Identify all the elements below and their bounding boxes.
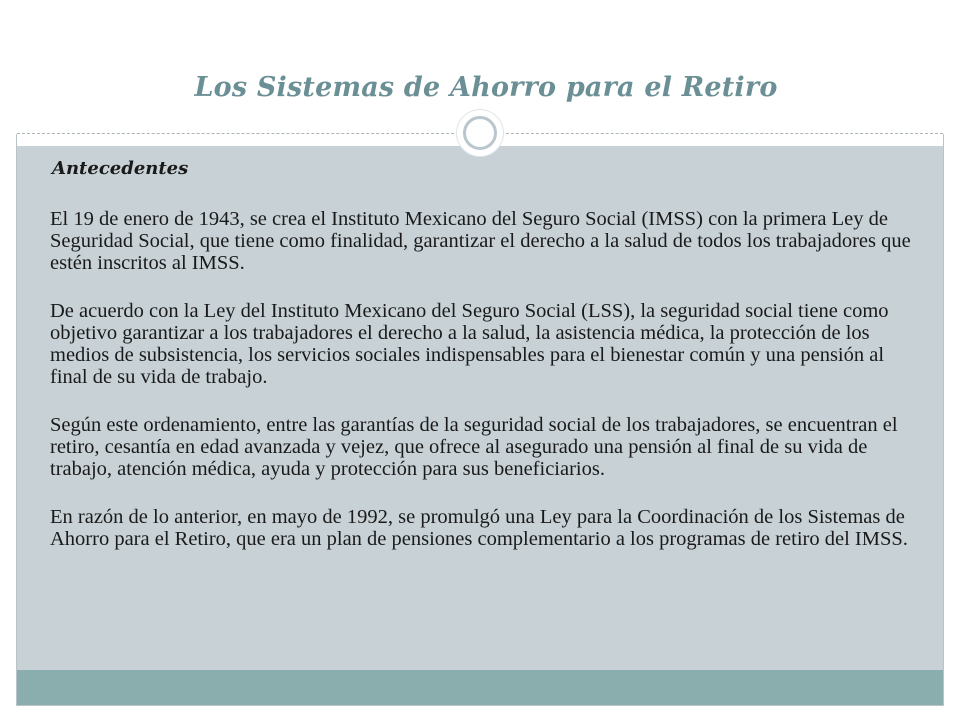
paragraph-imss-founding: El 19 de enero de 1943, se crea el Instituto Mexicano del Seguro Social (IMSS) con la primera Ley de Seguridad Social, que tiene como finalidad, garantizar el derecho a la salud de todos los trabajadores que estén inscritos al IMSS. — [50, 208, 911, 274]
footer-band — [17, 670, 943, 705]
slide-body — [50, 158, 920, 576]
paragraph-lss-objective: De acuerdo con la Ley del Instituto Mexicano del Seguro Social (LSS), la seguridad social tiene como objetivo garantizar a los trabajadores el derecho a la salud, la asistencia médica, la protección de los medios de subsistencia, los servicios sociales indispensables para el bienestar común y una pensión al final de su vida de trabajo. — [50, 300, 889, 388]
paragraph-sar-law: En razón de lo anterior, en mayo de 1992, se promulgó una Ley para la Coordinación de los Sistemas de Ahorro para el Retiro, que era un plan de pensiones complementario a los programas de retiro del IMSS. — [50, 506, 908, 550]
circle-ornament-icon — [457, 110, 503, 156]
section-subtitle: Antecedentes — [52, 158, 189, 179]
slide-title: Los Sistemas de Ahorro para el Retiro — [194, 72, 778, 103]
paragraph-guarantees: Según este ordenamiento, entre las garantías de la seguridad social de los trabajadores, se encuentran el retiro, cesantía en edad avanzada y vejez, que ofrece al asegurado una pensión al final de su vida de trabajo, atención médica, ayuda y protección para sus beneficiarios. — [50, 414, 898, 480]
